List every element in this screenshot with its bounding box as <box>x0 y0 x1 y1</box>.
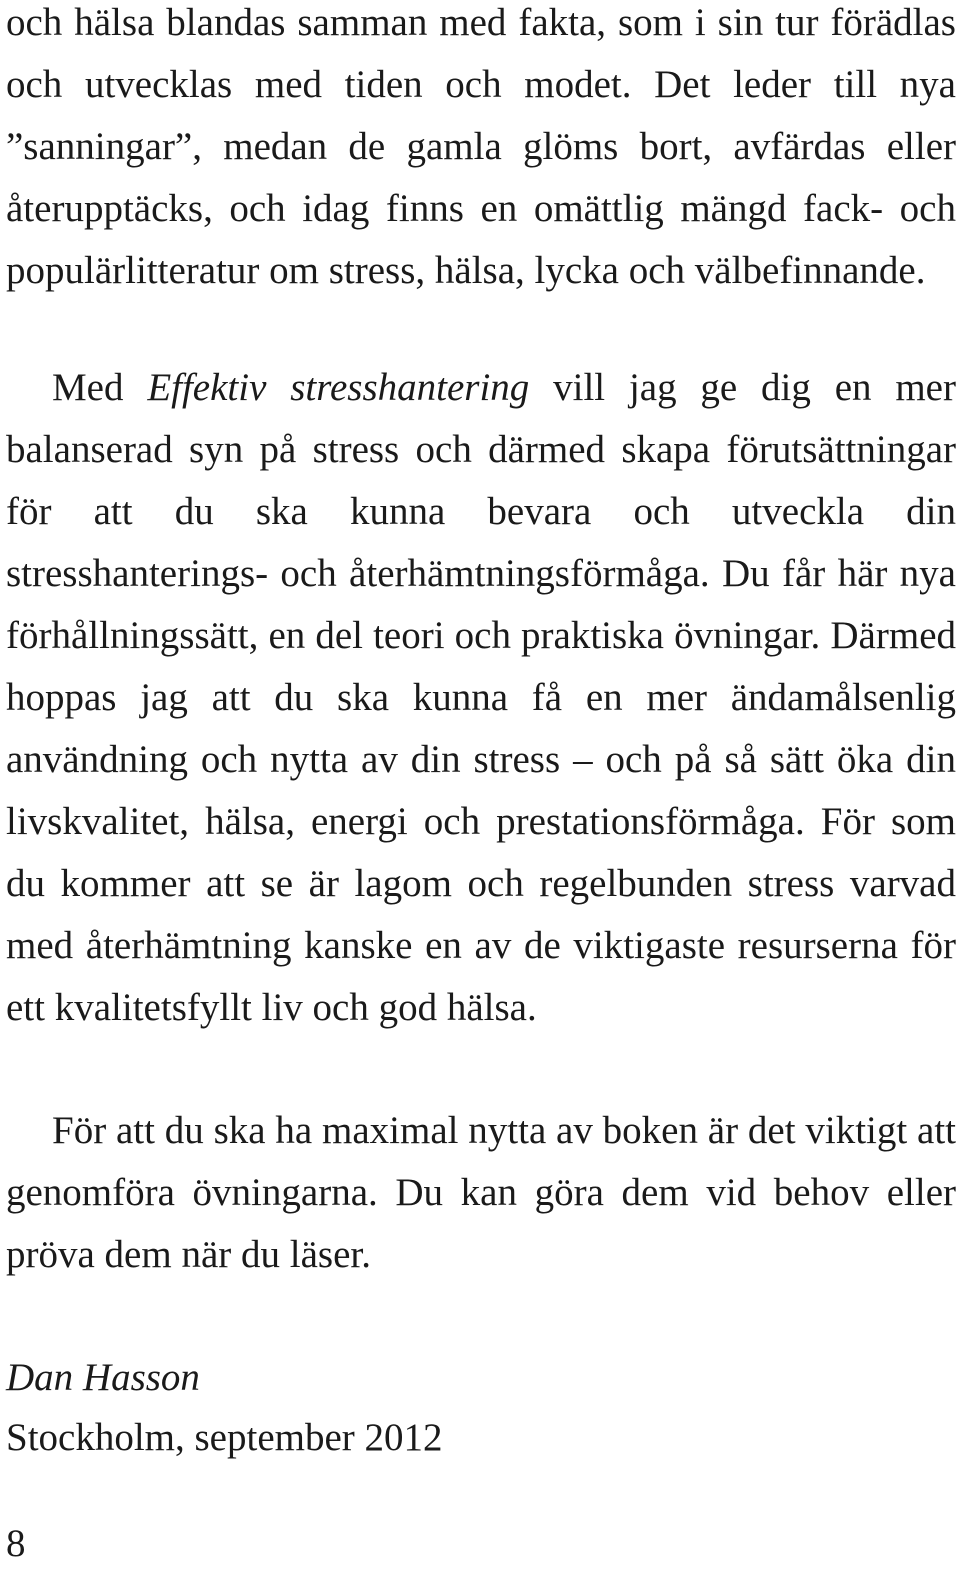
book-page <box>6 0 956 1569</box>
body-paragraph-2 <box>6 357 956 1039</box>
body-paragraph-3: För att du ska ha maximal nytta av boken är det viktigt att genomföra övningarna. Du kan göra dem vid behov eller pröva dem när du läser. <box>6 1109 956 1276</box>
place-date: Stockholm, september 2012 <box>6 1416 443 1459</box>
paragraph-2-body: vill jag ge dig en mer balanserad syn på stress och därmed skapa förutsättningar för att du ska kunna bevara och utveckla din stresshanterings- och återhämtningsförmåga. Du får här nya förhållningssätt, en del teori och praktiska övningar. Därmed hoppas jag att du ska kunna få en mer ändamålsenlig användning och nytta av din stress – och på så sätt öka din livskvalitet, hälsa, energi och prestationsförmåga. För som du kommer att se är lagom och regelbunden stress varvad med återhämtning kanske en av de viktigaste resurserna för ett kvalitetsfyllt liv och god hälsa. <box>6 366 956 1029</box>
book-title: Effektiv stresshantering <box>147 366 530 409</box>
page-number: 8 <box>6 1522 26 1565</box>
body-paragraph-1: och hälsa blandas samman med fakta, som i sin tur förädlas och utvecklas med tiden och modet. Det leder till nya ”sanningar”, medan de gamla glöms bort, avfärdas eller återupptäcks, och idag finns en omättlig mängd fack- och populärlitteratur om stress, hälsa, lycka och välbefinnande. <box>6 1 956 292</box>
paragraph-2-lead: Med <box>52 366 148 409</box>
author-name: Dan Hasson <box>6 1356 200 1399</box>
signature-block <box>6 1348 443 1468</box>
